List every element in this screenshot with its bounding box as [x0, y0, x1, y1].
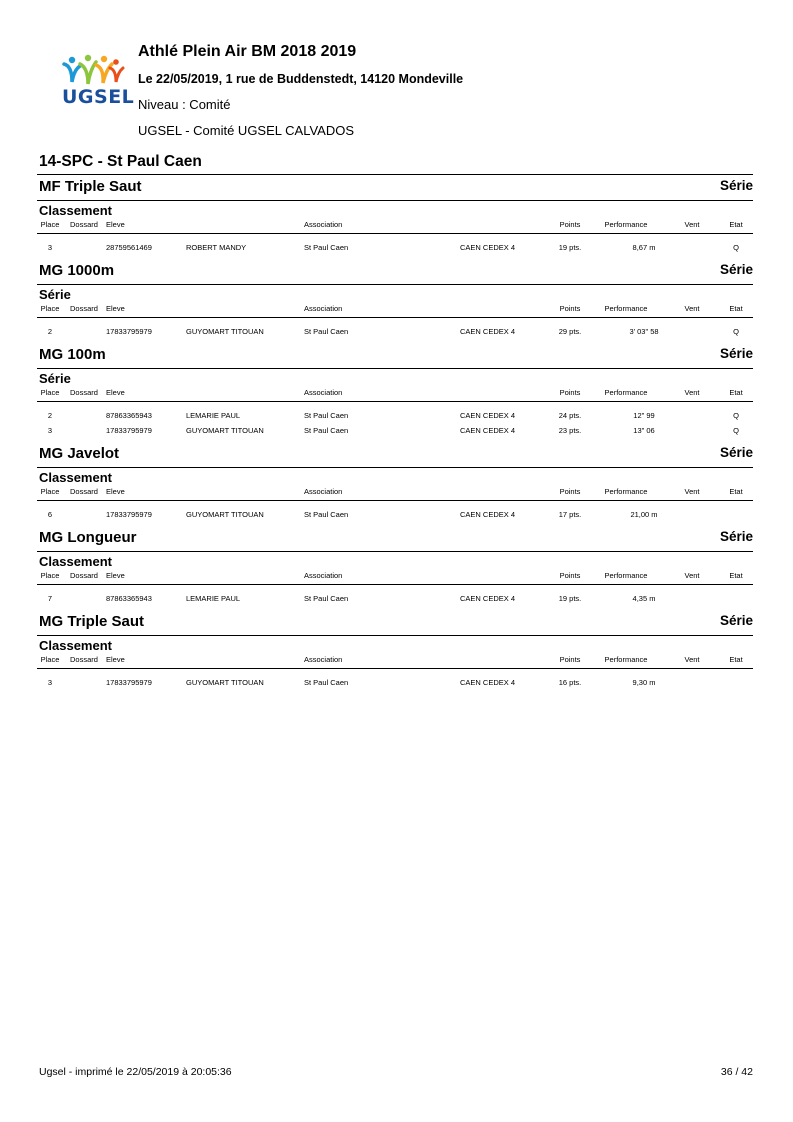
event-serie-label: Série [719, 445, 753, 460]
results-column-headers [37, 387, 753, 402]
result-eleve: 28759561469 [106, 243, 152, 252]
column-header-eleve: Eleve [106, 220, 125, 229]
result-etat: Q [733, 411, 739, 420]
event-header [37, 176, 753, 201]
results-column-headers [37, 303, 753, 318]
event-header [37, 611, 753, 636]
logo-text: UGSEL [62, 86, 135, 108]
section-spacer [37, 690, 753, 695]
result-row [37, 591, 753, 606]
result-ville: CAEN CEDEX 4 [460, 426, 516, 435]
column-header-points: Points [559, 571, 581, 580]
result-points: 19 pts. [558, 594, 582, 603]
event-phase [37, 201, 753, 219]
event-section [37, 527, 753, 611]
event-section [37, 260, 753, 344]
column-header-eleve: Eleve [106, 487, 125, 496]
result-performance: 12" 99 [633, 411, 655, 420]
event-phase-label: Classement [39, 470, 112, 485]
column-header-vent: Vent [684, 487, 700, 496]
column-header-association: Association [304, 655, 343, 664]
result-association: St Paul Caen [304, 678, 349, 687]
results-column-headers [37, 570, 753, 585]
event-phase-label: Classement [39, 638, 112, 653]
column-header-place: Place [40, 304, 60, 313]
result-nom: ROBERT MANDY [186, 243, 247, 252]
result-ville: CAEN CEDEX 4 [460, 510, 516, 519]
print-footer: Ugsel - imprimé le 22/05/2019 à 20:05:36 [39, 1066, 232, 1078]
ugsel-logo [60, 52, 135, 108]
result-place: 3 [47, 426, 53, 435]
result-association: St Paul Caen [304, 243, 349, 252]
result-place: 3 [47, 243, 53, 252]
column-header-eleve: Eleve [106, 388, 125, 397]
column-header-etat: Etat [729, 655, 743, 664]
column-header-etat: Etat [729, 220, 743, 229]
event-header [37, 443, 753, 468]
meeting-committee: UGSEL - Comité UGSEL CALVADOS [138, 123, 355, 138]
result-points: 17 pts. [558, 510, 582, 519]
result-nom: LEMARIE PAUL [186, 411, 241, 420]
column-header-vent: Vent [684, 220, 700, 229]
result-ville: CAEN CEDEX 4 [460, 594, 516, 603]
club-title: 14-SPC - St Paul Caen [39, 153, 202, 170]
column-header-performance: Performance [604, 220, 648, 229]
event-phase [37, 552, 753, 570]
result-performance: 13" 06 [633, 426, 655, 435]
column-header-association: Association [304, 571, 343, 580]
result-points: 24 pts. [558, 411, 582, 420]
event-phase [37, 468, 753, 486]
column-header-vent: Vent [684, 388, 700, 397]
event-name: MG Longueur [39, 529, 137, 546]
result-row [37, 423, 753, 438]
ugsel-figures-icon [60, 52, 126, 88]
column-header-place: Place [40, 487, 60, 496]
column-header-points: Points [559, 655, 581, 664]
result-performance: 4,35 m [632, 594, 656, 603]
result-points: 19 pts. [558, 243, 582, 252]
event-phase-label: Série [39, 371, 71, 386]
column-header-place: Place [40, 571, 60, 580]
result-nom: LEMARIE PAUL [186, 594, 241, 603]
result-eleve: 17833795979 [106, 426, 152, 435]
event-phase [37, 285, 753, 303]
column-header-dossard: Dossard [70, 655, 98, 664]
column-header-eleve: Eleve [106, 571, 125, 580]
results-column-headers [37, 654, 753, 669]
result-points: 16 pts. [558, 678, 582, 687]
event-phase-label: Classement [39, 203, 112, 218]
event-section [37, 611, 753, 695]
result-association: St Paul Caen [304, 411, 349, 420]
meeting-date-location: Le 22/05/2019, 1 rue de Buddenstedt, 14120 Mondeville [138, 72, 464, 86]
event-name: MG 100m [39, 346, 106, 363]
event-header [37, 527, 753, 552]
event-phase [37, 369, 753, 387]
column-header-etat: Etat [729, 571, 743, 580]
result-ville: CAEN CEDEX 4 [460, 243, 516, 252]
result-row [37, 675, 753, 690]
meeting-title: Athlé Plein Air BM 2018 2019 [138, 43, 357, 60]
event-name: MG Javelot [39, 445, 120, 462]
events-list [37, 176, 753, 695]
column-header-etat: Etat [729, 304, 743, 313]
event-serie-label: Série [719, 529, 753, 544]
result-association: St Paul Caen [304, 594, 349, 603]
column-header-place: Place [40, 388, 60, 397]
column-header-eleve: Eleve [106, 655, 125, 664]
column-header-association: Association [304, 487, 343, 496]
column-header-dossard: Dossard [70, 220, 98, 229]
page-number: 36 / 42 [720, 1066, 753, 1078]
results-column-headers [37, 486, 753, 501]
results-column-headers [37, 219, 753, 234]
event-serie-label: Série [719, 613, 753, 628]
result-eleve: 17833795979 [106, 327, 152, 336]
result-place: 2 [47, 327, 53, 336]
result-eleve: 87863365943 [106, 594, 152, 603]
event-phase [37, 636, 753, 654]
event-header [37, 260, 753, 285]
event-serie-label: Série [719, 346, 753, 361]
result-ville: CAEN CEDEX 4 [460, 327, 516, 336]
result-performance: 21,00 m [630, 510, 658, 519]
column-header-association: Association [304, 388, 343, 397]
result-eleve: 87863365943 [106, 411, 152, 420]
column-header-points: Points [559, 487, 581, 496]
column-header-place: Place [40, 655, 60, 664]
column-header-etat: Etat [729, 388, 743, 397]
column-header-place: Place [40, 220, 60, 229]
column-header-performance: Performance [604, 655, 648, 664]
column-header-points: Points [559, 388, 581, 397]
result-points: 23 pts. [558, 426, 582, 435]
result-etat: Q [733, 243, 739, 252]
result-nom: GUYOMART TITOUAN [186, 510, 264, 519]
result-row [37, 324, 753, 339]
column-header-vent: Vent [684, 304, 700, 313]
column-header-vent: Vent [684, 571, 700, 580]
result-association: St Paul Caen [304, 327, 349, 336]
column-header-dossard: Dossard [70, 487, 98, 496]
result-ville: CAEN CEDEX 4 [460, 678, 516, 687]
event-name: MF Triple Saut [39, 178, 142, 195]
event-name: MG 1000m [39, 262, 115, 279]
column-header-points: Points [559, 304, 581, 313]
result-place: 7 [47, 594, 53, 603]
result-nom: GUYOMART TITOUAN [186, 678, 264, 687]
result-points: 29 pts. [558, 327, 582, 336]
event-phase-label: Série [39, 287, 71, 302]
result-nom: GUYOMART TITOUAN [186, 426, 264, 435]
result-etat: Q [733, 426, 739, 435]
event-serie-label: Série [719, 262, 753, 277]
column-header-dossard: Dossard [70, 571, 98, 580]
event-name: MG Triple Saut [39, 613, 145, 630]
column-header-performance: Performance [604, 304, 648, 313]
result-etat: Q [733, 327, 739, 336]
column-header-performance: Performance [604, 388, 648, 397]
event-section [37, 176, 753, 260]
column-header-association: Association [304, 220, 343, 229]
column-header-performance: Performance [604, 571, 648, 580]
event-section [37, 344, 753, 443]
column-header-performance: Performance [604, 487, 648, 496]
meeting-level: Niveau : Comité [138, 97, 231, 112]
result-nom: GUYOMART TITOUAN [186, 327, 264, 336]
event-header [37, 344, 753, 369]
column-header-vent: Vent [684, 655, 700, 664]
result-performance: 9,30 m [632, 678, 656, 687]
result-row [37, 408, 753, 423]
event-section [37, 443, 753, 527]
result-eleve: 17833795979 [106, 678, 152, 687]
column-header-eleve: Eleve [106, 304, 125, 313]
result-place: 6 [47, 510, 53, 519]
column-header-dossard: Dossard [70, 304, 98, 313]
club-divider [37, 174, 753, 175]
column-header-points: Points [559, 220, 581, 229]
result-association: St Paul Caen [304, 510, 349, 519]
result-row [37, 240, 753, 255]
column-header-dossard: Dossard [70, 388, 98, 397]
result-place: 3 [47, 678, 53, 687]
result-association: St Paul Caen [304, 426, 349, 435]
result-place: 2 [47, 411, 53, 420]
event-phase-label: Classement [39, 554, 112, 569]
result-eleve: 17833795979 [106, 510, 152, 519]
result-ville: CAEN CEDEX 4 [460, 411, 516, 420]
column-header-etat: Etat [729, 487, 743, 496]
result-performance: 8,67 m [632, 243, 656, 252]
result-performance: 3' 03" 58 [629, 327, 659, 336]
event-serie-label: Série [719, 178, 753, 193]
result-row [37, 507, 753, 522]
column-header-association: Association [304, 304, 343, 313]
